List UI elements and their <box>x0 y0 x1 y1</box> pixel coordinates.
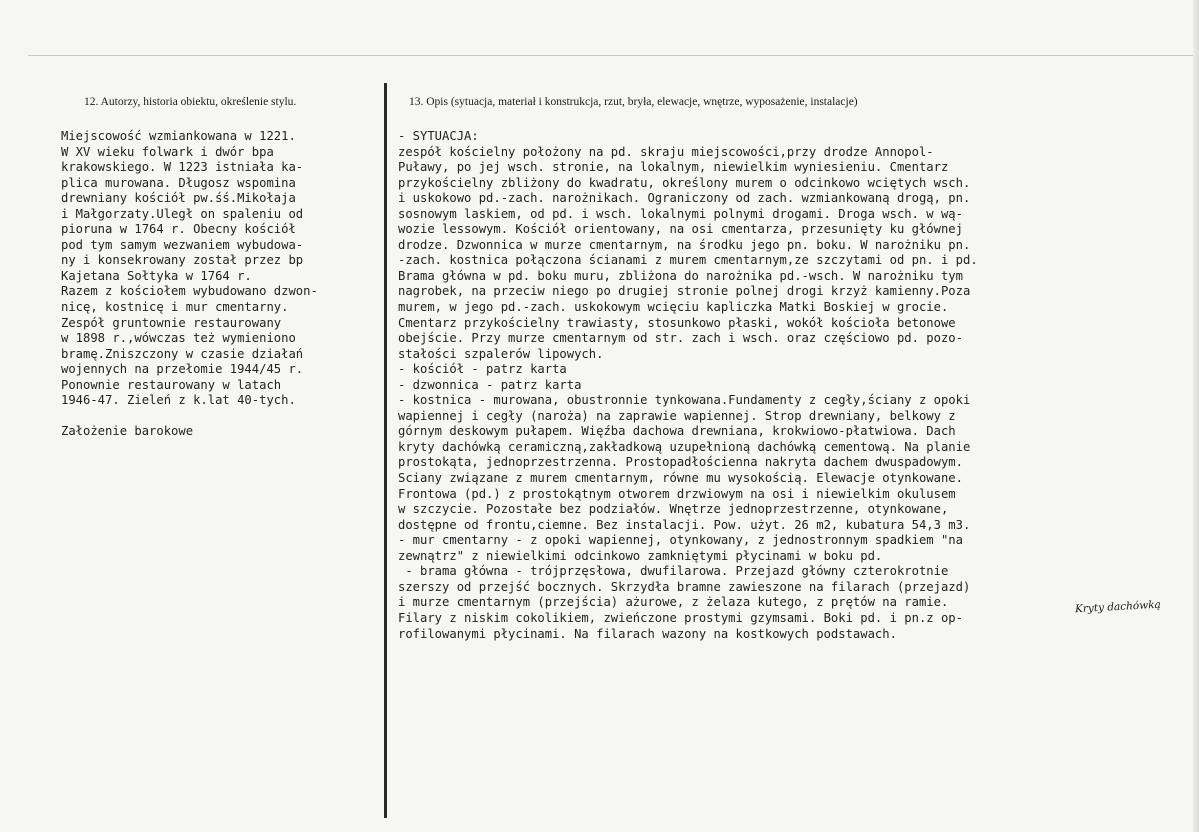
description-line: wozie lessowym. Kościół orientowany, na osi cmentarza, przesunięty ku głównej <box>398 222 963 237</box>
history-line: Zespół gruntownie restaurowany <box>61 315 282 330</box>
description-line: stałości szpalerów lipowych. <box>398 346 604 361</box>
description-line: i uskokowo pd.-zach. narożnikach. Ograniczony od zach. wzmiankowaną drogą, pn. <box>398 191 971 206</box>
history-line <box>61 409 318 425</box>
description-line: przykościelny zbliżony do kwadratu, określony murem o odcinkowo wciętych wsch. <box>398 175 971 190</box>
description-line: rofilowanymi płycinami. Na filarach wazony na kostkowych podstawach. <box>398 626 897 641</box>
description-line: obejście. Przy murze cmentarnym od str. zach i wsch. oraz częściowo pd. pozo- <box>398 331 963 346</box>
history-line: bramę.Zniszczony w czasie działań <box>61 346 304 361</box>
page-edge <box>1193 0 1199 832</box>
history-line: nicę, kostnicę i mur cmentarny. <box>61 300 289 315</box>
description-line: - kościół - patrz karta <box>398 362 567 377</box>
description-line: zespół kościelny położony na pd. skraju miejscowości,przy drodze Annopol- <box>398 144 934 159</box>
history-line: W XV wieku folwark i dwór bpa <box>61 144 274 159</box>
history-line: ny i konsekrowany został przez bp <box>61 253 304 268</box>
description-line: szerszy od przejść bocznych. Skrzydła bramne zawieszone na filarach (przejazd) <box>398 579 971 594</box>
history-text <box>61 129 318 440</box>
description-line: dostępne od frontu,ciemne. Bez instalacji. Pow. użyt. 26 m2, kubatura 54,3 m3. <box>398 517 971 532</box>
history-line: drewniany kościół pw.śś.Mikołaja <box>61 191 296 206</box>
description-line: kryty dachówką ceramiczną,zakładkową uzupełnioną dachówką cementową. Na planie <box>398 439 971 454</box>
history-line: w 1898 r.,wówczas też wymieniono <box>61 331 296 346</box>
history-line: Miejscowość wzmiankowana w 1221. <box>61 129 296 143</box>
description-line: sosnowym laskiem, od pd. i wsch. lokalnymi polnymi drogami. Droga wsch. w wą- <box>398 206 963 221</box>
history-line: wojennych na przełomie 1944/45 r. <box>61 362 304 377</box>
description-line: - dzwonnica - patrz karta <box>398 377 582 392</box>
description-line: Sciany związane z murem cmentarnym, równe mu wysokością. Elewacje otynkowane. <box>398 471 963 486</box>
history-line: plica murowana. Długosz wspomina <box>61 175 296 190</box>
description-line: Frontowa (pd.) z prostokątnym otworem drzwiowym na osi i niewielkim okulusem <box>398 486 956 501</box>
description-line: - SYTUACJA: <box>398 129 479 143</box>
history-line: Ponownie restaurowany w latach <box>61 377 282 392</box>
section-12-heading: 12. Autorzy, historia obiektu, określenie stylu. <box>84 96 297 108</box>
description-line: murem, w jego pd.-zach. uskokowym wcięciu kapliczka Matki Boskiej w grocie. <box>398 300 949 315</box>
description-line: - brama główna - trójprzęsłowa, dwufilarowa. Przejazd główny czterokrotnie <box>398 564 949 579</box>
description-text <box>398 129 978 642</box>
description-line: w szczycie. Pozostałe bez podziałów. Wnętrze jednoprzestrzenne, otynkowane, <box>398 502 949 517</box>
description-line: Cmentarz przykościelny trawiasty, stosunkowo płaski, wokół kościoła betonowe <box>398 315 956 330</box>
history-line: krakowskiego. W 1223 istniała ka- <box>61 160 304 175</box>
description-line: zewnątrz" z niewielkimi odcinkowo zamkniętymi płycinami w boku pd. <box>398 548 883 563</box>
description-line: prostokąta, jednoprzestrzenna. Prostopadłościenna nakryta dachem dwuspadowym. <box>398 455 963 470</box>
history-line: pod tym samym wezwaniem wybudowa- <box>61 237 304 252</box>
description-line: - kostnica - murowana, obustronnie tynkowana.Fundamenty z cegły,ściany z opoki <box>398 393 971 408</box>
description-line: -zach. kostnica połączona ścianami z murem cmentarnym,ze szczytami od pn. i pd. <box>398 253 978 268</box>
top-rule <box>28 55 1193 56</box>
description-line: Puławy, po jej wsch. stronie, na lokalnym, niewielkim wyniesieniu. Cmentarz <box>398 160 949 175</box>
description-line: nagrobek, na przeciw niego po drugiej stronie polnej drogi krzyż kamienny.Poza <box>398 284 971 299</box>
history-line: pioruna w 1764 r. Obecny kościół <box>61 222 296 237</box>
description-line: drodze. Dzwonnica w murze cmentarnym, na środku jego pn. boku. W narożniku pn. <box>398 237 971 252</box>
history-line: Założenie barokowe <box>61 424 194 439</box>
history-line: Razem z kościołem wybudowano dzwon- <box>61 284 318 299</box>
history-line: i Małgorzaty.Uległ on spaleniu od <box>61 206 304 221</box>
description-line: i murze cmentarnym (przejścia) ażurowe, z żelaza kutego, z prętów na ramie. <box>398 595 949 610</box>
description-line: - mur cmentarny - z opoki wapiennej, otynkowany, z jednostronnym spadkiem "na <box>398 533 963 548</box>
history-line: 1946-47. Zieleń z k.lat 40-tych. <box>61 393 296 408</box>
description-line: wapiennej i cegły (naroża) na zaprawie wapiennej. Strop drewniany, belkowy z <box>398 408 956 423</box>
handwritten-note: Kryty dachówką <box>1074 598 1162 616</box>
description-line: Filary z niskim cokolikiem, zwieńczone prostymi gzymsami. Boki pd. i pn.z op- <box>398 610 963 625</box>
column-divider <box>384 83 387 818</box>
description-line: Brama główna w pd. boku muru, zbliżona do narożnika pd.-wsch. W narożniku tym <box>398 268 963 283</box>
section-13-heading: 13. Opis (sytuacja, materiał i konstrukcja, rzut, bryła, elewacje, wnętrze, wyposażenie, instalacje) <box>409 96 858 108</box>
history-line: Kajetana Sołtyka w 1764 r. <box>61 268 252 283</box>
description-line: górnym deskowym pułapem. Więźba dachowa drewniana, krokwiowo-płatwiowa. Dach <box>398 424 956 439</box>
